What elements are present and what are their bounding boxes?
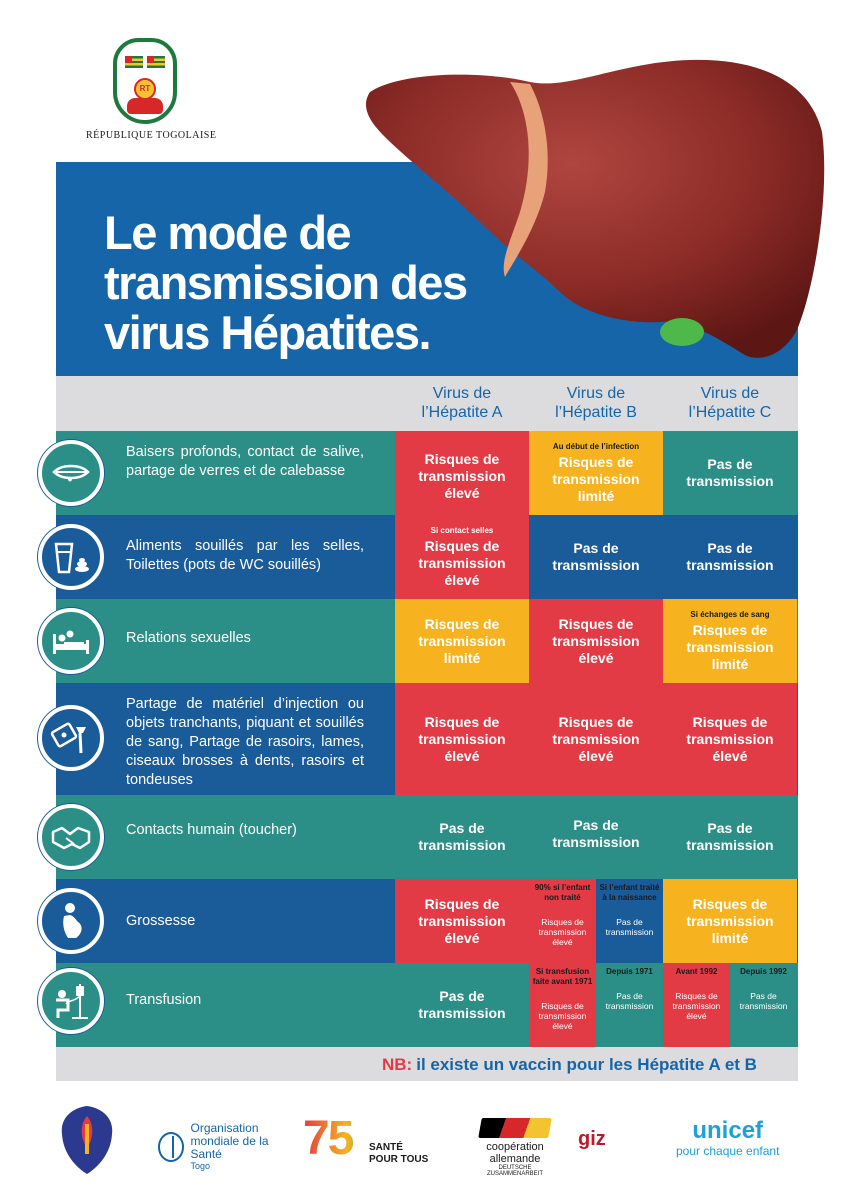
cell-hepatite-b: Risques de transmission élevé [529, 683, 663, 795]
emblem-initials: RT [134, 78, 156, 100]
cell-hepatite-b: Pas de transmission [552, 817, 640, 850]
nb-note [382, 1055, 757, 1075]
row-label: Grossesse [126, 913, 196, 929]
cell-hepatite-a-merged: Risques de transmission élevé Si contact selles Risques de transmission élevé [395, 431, 529, 599]
table-row [56, 795, 798, 879]
pregnant-woman-icon [38, 888, 104, 954]
cell-hepatite-c-since-1992: Depuis 1992 Pas de transmission [739, 967, 788, 1011]
who-logo: Organisation mondiale de la Santé Togo [158, 1122, 288, 1171]
cell-hepatite-c: Pas de transmission [686, 820, 774, 853]
cell-hepatite-b: Au début de l’infection Risques de transmission limité [529, 431, 663, 515]
nb-key: NB: [382, 1055, 413, 1074]
cell-hepatite-c: Risques de transmission limité [663, 879, 797, 963]
cell-hepatite-c: Si échanges de sang Risques de transmission limité [663, 599, 797, 683]
emblem-label: RÉPUBLIQUE TOGOLAISE [86, 130, 217, 141]
cell-hepatite-c: Pas de transmission [686, 456, 774, 489]
emblem [86, 38, 217, 141]
cell-hepatite-b-treated: Si l’enfant traité à la naissance Pas de transmission [599, 883, 660, 937]
who-globe-icon [158, 1132, 184, 1162]
glass-stool-icon [38, 524, 104, 590]
cell-hepatite-a: Pas de transmission [418, 988, 506, 1021]
cooperation-allemande-logo: coopération allemande DEUTSCHE ZUSAMMENARBEIT [470, 1118, 560, 1177]
cell-hepatite-b: Risques de transmission élevé [529, 599, 663, 683]
cell-hepatite-a: Pas de transmission [418, 820, 506, 853]
column-header-hepatite-b: Virus de l’Hépatite B [555, 385, 637, 421]
partner-logos [0, 1100, 848, 1190]
giz-logo: giz [578, 1128, 606, 1150]
razor-blade-icon [38, 705, 104, 771]
cell-hepatite-a: Risques de transmission élevé [395, 683, 529, 795]
cell-hepatite-b-untreated: 90% si l’enfant non traité Risques de transmission élevé [529, 879, 596, 963]
row-label: Partage de matériel d’injection ou objets tranchants, piquant et souillés de sang, Partage de rasoirs, lames, ciseaux brosses à dents, rasoirs et tondeuses [126, 696, 364, 788]
row-label: Aliments souillés par les selles, Toilettes (pots de WC souillés) [126, 538, 364, 573]
cell-hepatite-c: Risques de transmission élevé [663, 683, 797, 795]
coat-of-arms-icon [113, 38, 177, 124]
cell-hepatite-a: Risques de transmission élevé [395, 879, 529, 963]
who-75-logo: 75 SANTÉ POUR TOUS [303, 1114, 433, 1164]
pnls-logo-icon [58, 1104, 116, 1176]
nb-text: il existe un vaccin pour les Hépatite A et B [416, 1055, 757, 1074]
row-label: Baisers profonds, contact de salive, partage de verres et de calebasse [126, 444, 364, 479]
lips-saliva-icon [38, 440, 104, 506]
transfusion-icon [38, 968, 104, 1034]
column-header-hepatite-a: Virus de l’Hépatite A [421, 385, 503, 421]
cell-hepatite-c: Pas de transmission [686, 540, 774, 573]
cell-hepatite-c-before-1992: Avant 1992 Risques de transmission élevé [663, 963, 730, 1047]
row-label: Transfusion [126, 992, 202, 1008]
column-header-hepatite-c: Virus de l’Hépatite C [688, 385, 772, 421]
page-title: Le mode de transmission des virus Hépatites. [104, 206, 467, 359]
cell-hepatite-b-since-1971: Depuis 1971 Pas de transmission [605, 967, 654, 1011]
cell-hepatite-a: Risques de transmission limité [395, 599, 529, 683]
cell-hepatite-b-before-1971: Si transfusion faite avant 1971 Risques de transmission élevé [529, 963, 596, 1047]
unicef-logo: unicef pour chaque enfant [676, 1117, 780, 1158]
row-label: Contacts humain (toucher) [126, 822, 297, 838]
german-flag-icon [478, 1118, 552, 1138]
row-label: Relations sexuelles [126, 630, 251, 646]
handshake-icon [38, 804, 104, 870]
cell-hepatite-b: Pas de transmission [552, 540, 640, 573]
couple-bed-icon [38, 608, 104, 674]
